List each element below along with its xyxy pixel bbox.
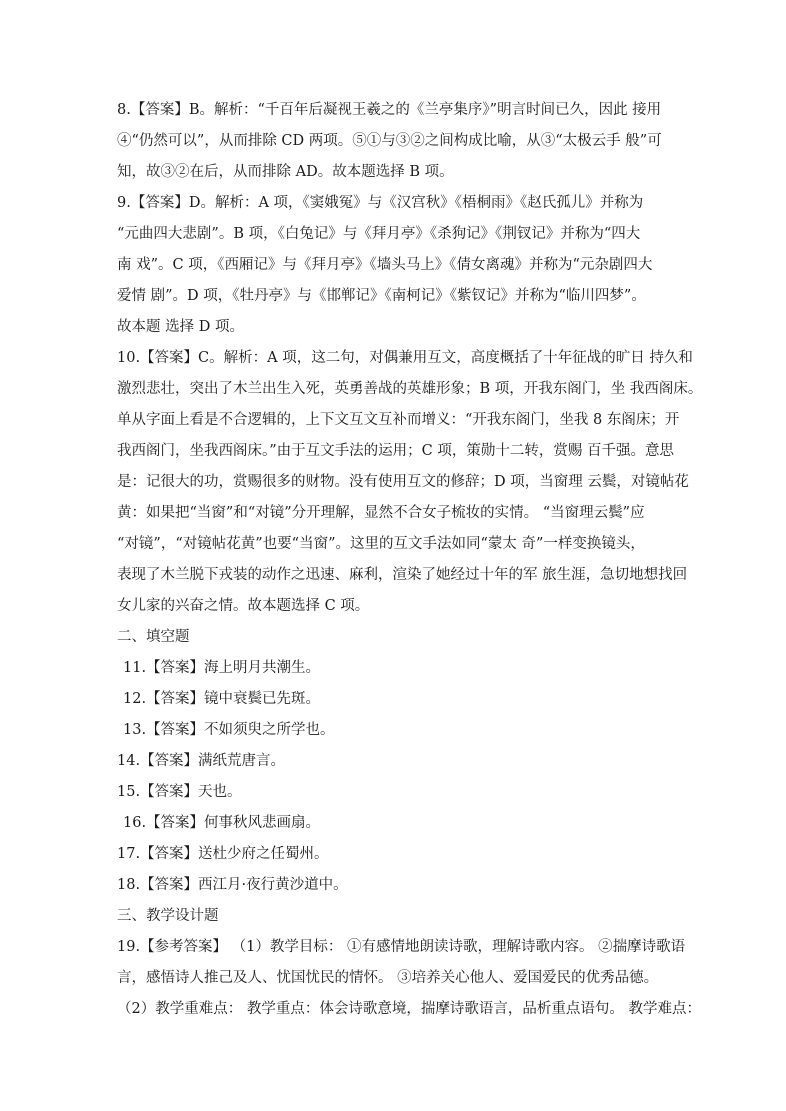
text-line: 黄：如果把“当窗”和“对镜”分开理解，显然不合女子梳妆的实情。 “当窗理云鬓”应 (117, 505, 645, 521)
fill-answer-17: 17.【答案】送杜少府之任蜀州。 (117, 846, 329, 862)
fill-blank-answers (117, 653, 677, 901)
text-line: ④“仍然可以”，从而排除 CD 两项。⑤①与③②之间构成比喻，从③“太极云手 般”可 (117, 133, 662, 149)
text-line: 言，感悟诗人推己及人、忧国忧民的情怀。 ③培养关心他人、爱国爱民的优秀品德。 (117, 970, 659, 986)
text-line: （2）教学重难点： 教学重点：体会诗歌意境，揣摩诗歌语言，品析重点语句。 教学难点： (117, 1001, 701, 1017)
section-title: 二、填空题 (117, 629, 190, 645)
text-line: 单从字面上看是不合逻辑的，上下文互文互补而增义：“开我东阁门，坐我 8 东阁床；开 (117, 412, 680, 428)
section-heading-fill-blank (117, 622, 677, 653)
text-line: 爱情 剧”。D 项，《牡丹亭》与《邯郸记》《南柯记》《紫钗记》并称为“临川四梦”。 (117, 288, 646, 304)
fill-answer-13: 13.【答案】不如须臾之所学也。 (123, 722, 335, 738)
answer-q19 (117, 932, 701, 1025)
fill-answer-11: 11.【答案】海上明月共潮生。 (123, 660, 321, 676)
section-heading-teaching-design (117, 901, 677, 932)
text-line: “元曲四大悲剧”。B 项，《白兔记》与《拜月亭》《杀狗记》《荆钗记》并称为“四大 (117, 226, 641, 242)
text-line: “对镜”，“对镜帖花黄”也要“当窗”。这里的互文手法如同“蒙太 奇”一样变换镜头， (117, 536, 645, 552)
answer-q9 (117, 188, 677, 343)
fill-answer-15: 15.【答案】天也。 (117, 784, 242, 800)
answer-q8 (117, 95, 677, 188)
text-line: 是：记很大的功，赏赐很多的财物。没有使用互文的修辞；D 项，当窗理 云鬓，对镜帖花 (117, 474, 689, 490)
text-line: 8.【答案】B。解析：“千百年后凝视王羲之的《兰亭集序》”明言时间已久，因此 接用 (117, 102, 662, 118)
text-line: 故本题 选择 D 项。 (117, 319, 244, 335)
fill-answer-16: 16.【答案】何事秋风悲画扇。 (123, 815, 321, 831)
text-line: 南 戏”。C 项，《西厢记》与《拜月亭》《墙头马上》《倩女离魂》并称为“元杂剧四大 (117, 257, 653, 273)
text-line: 9.【答案】D。解析：A 项，《窦娥冤》与《汉宫秋》《梧桐雨》《赵氏孤儿》并称为 (117, 195, 644, 211)
text-line: 我西阁门，坐我西阁床。”由于互文手法的运用；C 项，策勋十二转，赏赐 百千强。意思 (117, 443, 674, 459)
text-line: 激烈悲壮，突出了木兰出生入死，英勇善战的英雄形象；B 项，开我东阁门，坐 我西阁床。 (117, 381, 703, 397)
fill-answer-18: 18.【答案】西江月·夜行黄沙道中。 (117, 877, 348, 893)
fill-answer-12: 12.【答案】镜中衰鬓已先斑。 (123, 691, 321, 707)
text-line: 女儿家的兴奋之情。故本题选择 C 项。 (117, 598, 370, 614)
text-line: 10.【答案】C。解析：A 项，这二句，对偶兼用互文，高度概括了十年征战的旷日 持久和 (117, 350, 693, 366)
text-line: 知，故③②在后，从而排除 AD。故本题选择 B 项。 (117, 164, 454, 180)
answer-q10 (117, 343, 703, 622)
text-line: 19.【参考答案】 （1）教学目标： ①有感情地朗读诗歌，理解诗歌内容。 ②揣摩诗歌语 (117, 939, 686, 955)
section-title: 三、教学设计题 (117, 908, 219, 924)
text-line: 表现了木兰脱下戎装的动作之迅速、麻利，渲染了她经过十年的军 旅生涯，急切地想找回 (117, 567, 688, 583)
fill-answer-14: 14.【答案】满纸荒唐言。 (117, 753, 286, 769)
